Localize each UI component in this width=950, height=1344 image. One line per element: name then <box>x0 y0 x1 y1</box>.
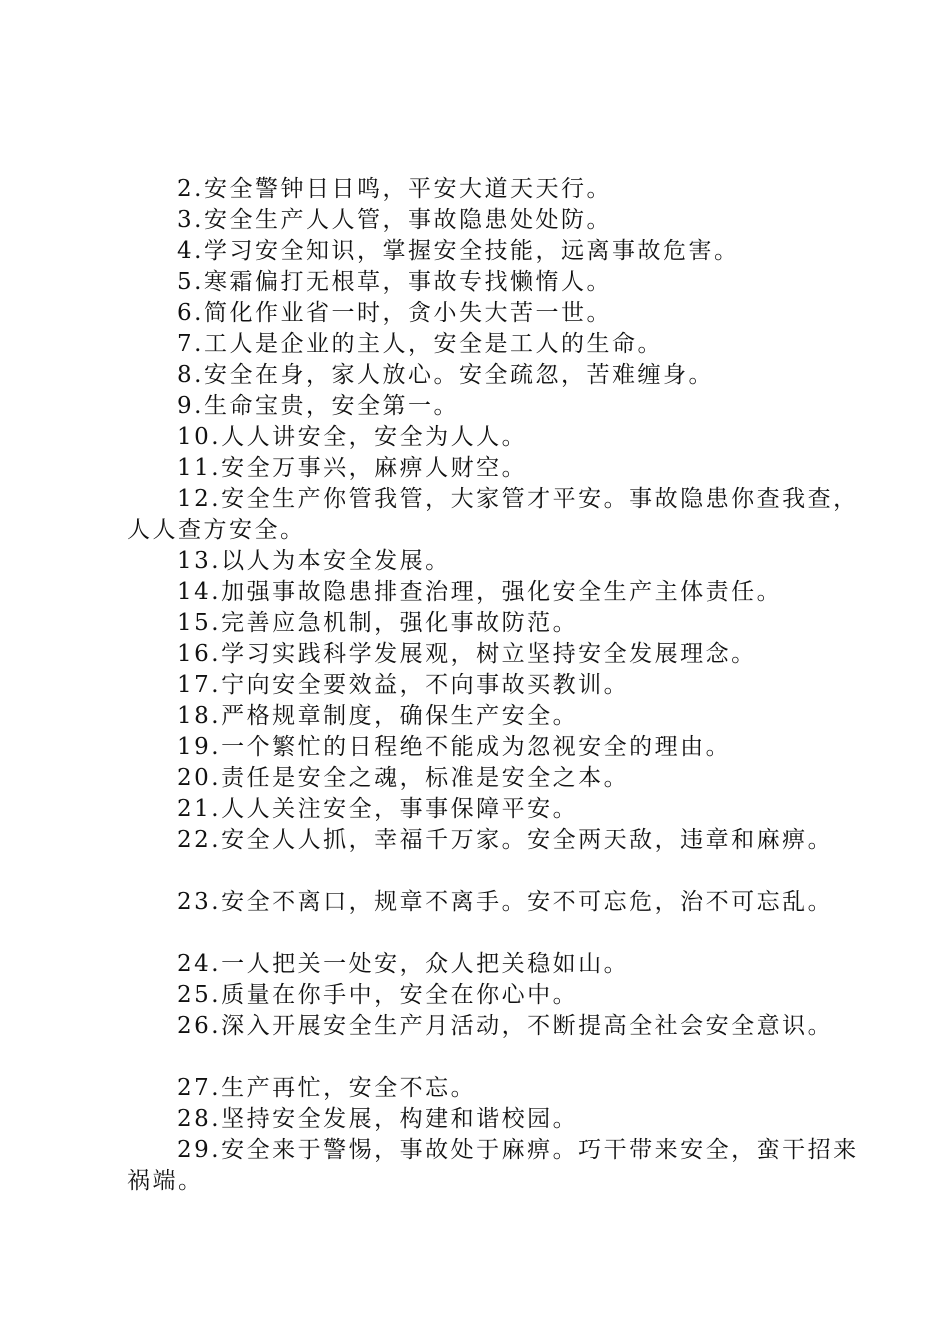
list-item: 12.安全生产你管我管，大家管才平安。事故隐患你查我查，人人查方安全。 <box>127 486 859 543</box>
list-item: 21.人人关注安全，事事保障平安。 <box>177 796 579 822</box>
list-item: 5.寒霜偏打无根草，事故专找懒惰人。 <box>177 269 612 295</box>
list-item: 13.以人为本安全发展。 <box>177 548 451 574</box>
list-item: 20.责任是安全之魂，标准是安全之本。 <box>177 765 630 791</box>
list-item: 3.安全生产人人管，事故隐患处处防。 <box>177 207 612 233</box>
list-item: 29.安全来于警惕，事故处于麻痹。巧干带来安全，蛮干招来祸端。 <box>127 1137 859 1194</box>
list-item: 16.学习实践科学发展观，树立坚持安全发展理念。 <box>177 641 757 667</box>
list-item: 26.深入开展安全生产月活动，不断提高全社会安全意识。 <box>177 1013 834 1039</box>
list-item: 15.完善应急机制，强化事故防范。 <box>177 610 579 636</box>
list-item: 22.安全人人抓，幸福千万家。安全两天敌，违章和麻痹。 <box>177 827 834 853</box>
list-item: 25.质量在你手中，安全在你心中。 <box>177 982 579 1008</box>
list-item: 28.坚持安全发展，构建和谐校园。 <box>177 1106 579 1132</box>
list-item: 23.安全不离口，规章不离手。安不可忘危，治不可忘乱。 <box>177 889 834 915</box>
list-item: 18.严格规章制度，确保生产安全。 <box>177 703 579 729</box>
list-item: 19.一个繁忙的日程绝不能成为忽视安全的理由。 <box>177 734 732 760</box>
list-item: 24.一人把关一处安，众人把关稳如山。 <box>177 951 630 977</box>
list-item: 7.工人是企业的主人，安全是工人的生命。 <box>177 331 663 357</box>
list-item: 8.安全在身，家人放心。安全疏忽，苦难缠身。 <box>177 362 714 388</box>
list-item: 17.宁向安全要效益，不向事故买教训。 <box>177 672 630 698</box>
list-item: 14.加强事故隐患排查治理，强化安全生产主体责任。 <box>177 579 783 605</box>
list-item: 2.安全警钟日日鸣，平安大道天天行。 <box>177 176 612 202</box>
slogan-list <box>127 174 867 1197</box>
list-item: 27.生产再忙，安全不忘。 <box>177 1075 477 1101</box>
list-item: 4.学习安全知识，掌握安全技能，远离事故危害。 <box>177 238 740 264</box>
list-item: 6.简化作业省一时，贪小失大苦一世。 <box>177 300 612 326</box>
list-item: 11.安全万事兴，麻痹人财空。 <box>177 455 528 481</box>
list-item: 10.人人讲安全，安全为人人。 <box>177 424 528 450</box>
list-item: 9.生命宝贵，安全第一。 <box>177 393 459 419</box>
